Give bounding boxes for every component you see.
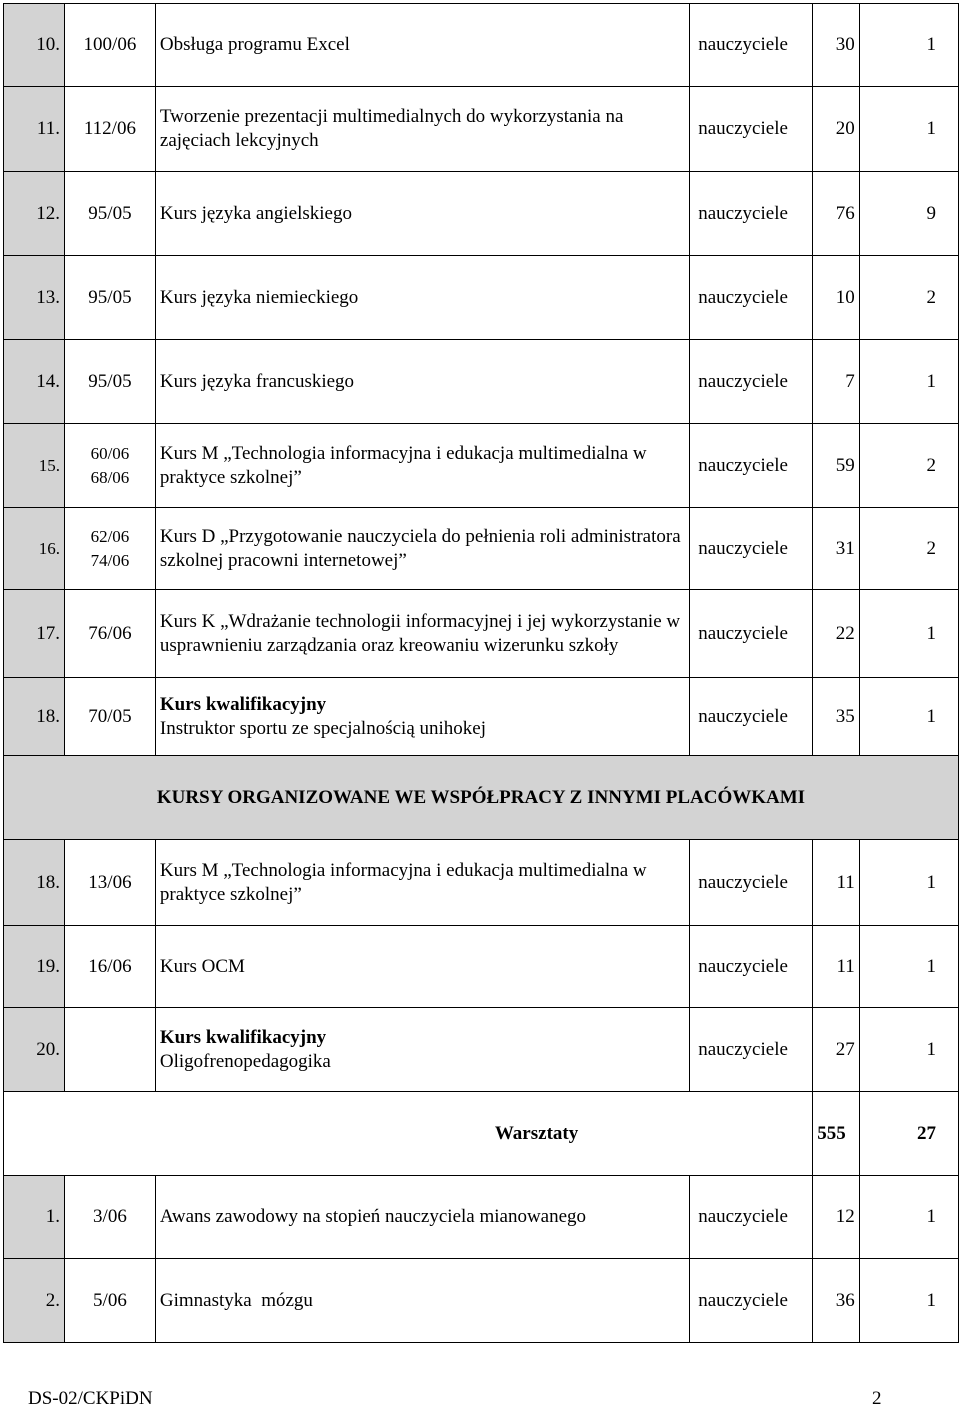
course-code: 3/06 xyxy=(64,1176,155,1259)
course-title: Kurs języka francuskiego xyxy=(155,340,689,424)
course-title: Obsługa programu Excel xyxy=(155,4,689,87)
course-code: 13/06 xyxy=(64,840,155,926)
group-count: 1 xyxy=(859,1008,958,1092)
row-number: 1. xyxy=(4,1176,65,1259)
participants: nauczyciele xyxy=(690,87,813,172)
participants: nauczyciele xyxy=(690,840,813,926)
section-title: KURSY ORGANIZOWANE WE WSPÓŁPRACY Z INNYMI PLACÓWKAMI xyxy=(4,756,959,840)
row-number: 14. xyxy=(4,340,65,424)
course-code: 76/06 xyxy=(64,590,155,678)
participant-count: 12 xyxy=(813,1176,860,1259)
participants: nauczyciele xyxy=(690,424,813,508)
table-row xyxy=(4,340,959,424)
table-row xyxy=(4,424,959,508)
group-count: 2 xyxy=(859,256,958,340)
participants: nauczyciele xyxy=(690,256,813,340)
table-row xyxy=(4,87,959,172)
workshops-label: Warsztaty xyxy=(4,1092,813,1176)
participant-count: 31 xyxy=(813,508,860,590)
participant-count: 11 xyxy=(813,926,860,1008)
table-row xyxy=(4,172,959,256)
row-number: 11. xyxy=(4,87,65,172)
participants: nauczyciele xyxy=(690,508,813,590)
course-code: 16/06 xyxy=(64,926,155,1008)
participants: nauczyciele xyxy=(690,4,813,87)
participant-count: 27 xyxy=(813,1008,860,1092)
row-number: 13. xyxy=(4,256,65,340)
course-title-detail: Instruktor sportu ze specjalnością unihokej xyxy=(159,717,486,739)
participant-count: 35 xyxy=(813,678,860,756)
participants: nauczyciele xyxy=(690,678,813,756)
participants: nauczyciele xyxy=(690,172,813,256)
participant-count: 76 xyxy=(813,172,860,256)
row-number: 19. xyxy=(4,926,65,1008)
course-code-line: 74/06 xyxy=(90,550,130,570)
course-title: Kurs OCM xyxy=(155,926,689,1008)
participants: nauczyciele xyxy=(690,926,813,1008)
group-count: 1 xyxy=(859,4,958,87)
course-code-line: 60/06 xyxy=(90,443,130,463)
participant-count: 7 xyxy=(813,340,860,424)
participants: nauczyciele xyxy=(690,340,813,424)
table-row xyxy=(4,840,959,926)
row-number: 20. xyxy=(4,1008,65,1092)
table-row xyxy=(4,1259,959,1343)
course-title: Kurs K „Wdrażanie technologii informacyjnej i jej wykorzystanie w usprawnieniu zarządzania oraz kreowaniu wizerunku szkoły xyxy=(155,590,689,678)
course-title: Kurs D „Przygotowanie nauczyciela do pełnienia roli administratora szkolnej pracowni internetowej” xyxy=(155,508,689,590)
course-code xyxy=(64,424,155,508)
row-number: 16. xyxy=(4,508,65,590)
course-title: Kurs M „Technologia informacyjna i edukacja multimedialna w praktyce szkolnej” xyxy=(155,424,689,508)
course-title: Gimnastyka mózgu xyxy=(155,1259,689,1343)
workshops-row xyxy=(4,1092,959,1176)
participants: nauczyciele xyxy=(690,1176,813,1259)
group-count: 2 xyxy=(859,508,958,590)
course-code: 112/06 xyxy=(64,87,155,172)
participant-count: 36 xyxy=(813,1259,860,1343)
group-count: 1 xyxy=(859,340,958,424)
course-code: 95/05 xyxy=(64,172,155,256)
course-code: 95/05 xyxy=(64,256,155,340)
workshops-count: 555 xyxy=(813,1092,860,1176)
row-number: 10. xyxy=(4,4,65,87)
course-code-line: 62/06 xyxy=(90,526,130,546)
participants: nauczyciele xyxy=(690,1259,813,1343)
course-title: Awans zawodowy na stopień nauczyciela mianowanego xyxy=(155,1176,689,1259)
footer-page-number: 2 xyxy=(872,1388,882,1409)
workshops-groups: 27 xyxy=(859,1092,958,1176)
participant-count: 20 xyxy=(813,87,860,172)
row-number: 18. xyxy=(4,840,65,926)
group-count: 1 xyxy=(859,1259,958,1343)
table-row xyxy=(4,1176,959,1259)
row-number: 12. xyxy=(4,172,65,256)
course-code: 70/05 xyxy=(64,678,155,756)
table-row xyxy=(4,678,959,756)
table-row xyxy=(4,1008,959,1092)
participant-count: 30 xyxy=(813,4,860,87)
participants: nauczyciele xyxy=(690,1008,813,1092)
table-row xyxy=(4,4,959,87)
participant-count: 22 xyxy=(813,590,860,678)
table-row xyxy=(4,256,959,340)
course-title-heading: Kurs kwalifikacyjny xyxy=(159,1026,327,1048)
course-title-heading: Kurs kwalifikacyjny xyxy=(159,693,327,715)
participant-count: 10 xyxy=(813,256,860,340)
participant-count: 11 xyxy=(813,840,860,926)
courses-table xyxy=(3,3,959,1343)
row-number: 17. xyxy=(4,590,65,678)
course-code-line: 68/06 xyxy=(90,467,130,487)
table-row xyxy=(4,508,959,590)
course-title: Tworzenie prezentacji multimedialnych do wykorzystania na zajęciach lekcyjnych xyxy=(155,87,689,172)
course-title: Kurs języka angielskiego xyxy=(155,172,689,256)
course-title: Kurs języka niemieckiego xyxy=(155,256,689,340)
course-code: 100/06 xyxy=(64,4,155,87)
row-number: 18. xyxy=(4,678,65,756)
course-title: Kurs M „Technologia informacyjna i edukacja multimedialna w praktyce szkolnej” xyxy=(155,840,689,926)
row-number: 2. xyxy=(4,1259,65,1343)
group-count: 1 xyxy=(859,590,958,678)
course-code xyxy=(64,508,155,590)
group-count: 1 xyxy=(859,926,958,1008)
section-header-row xyxy=(4,756,959,840)
course-title xyxy=(155,1008,689,1092)
footer-document-code: DS-02/CKPiDN xyxy=(28,1388,153,1409)
group-count: 1 xyxy=(859,840,958,926)
course-code: 5/06 xyxy=(64,1259,155,1343)
table-row xyxy=(4,590,959,678)
course-code xyxy=(64,1008,155,1092)
group-count: 1 xyxy=(859,678,958,756)
row-number: 15. xyxy=(4,424,65,508)
participants: nauczyciele xyxy=(690,590,813,678)
participant-count: 59 xyxy=(813,424,860,508)
course-title-detail: Oligofrenopedagogika xyxy=(159,1050,331,1072)
table-row xyxy=(4,926,959,1008)
group-count: 1 xyxy=(859,1176,958,1259)
group-count: 9 xyxy=(859,172,958,256)
course-code: 95/05 xyxy=(64,340,155,424)
course-title xyxy=(155,678,689,756)
group-count: 1 xyxy=(859,87,958,172)
group-count: 2 xyxy=(859,424,958,508)
